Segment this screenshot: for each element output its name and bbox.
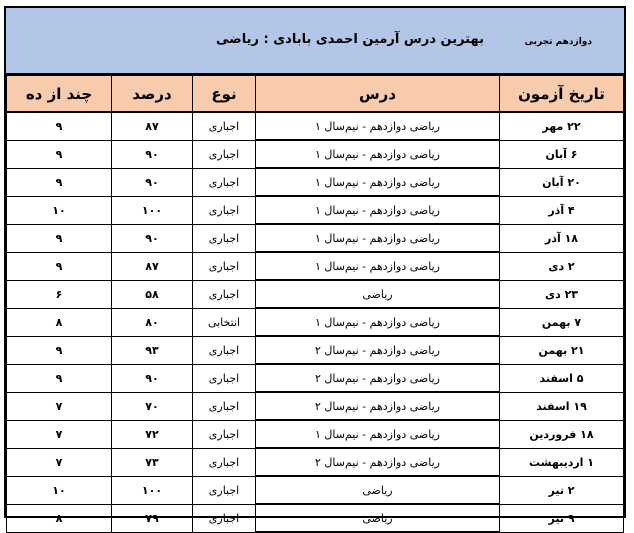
percent-cell: ۹۰ [112,140,193,168]
type-cell: اجباری [193,392,256,420]
type-cell: انتخابی [193,308,256,336]
table-row [7,168,624,196]
course-cell: ریاضی دوازدهم - نیم‌سال ۱ [256,196,500,224]
score-cell: ۸ [7,308,112,336]
table-row [7,280,624,308]
percent-cell: ۷۳ [112,448,193,476]
course-cell: ریاضی [256,476,500,504]
course-cell: ریاضی دوازدهم - نیم‌سال ۱ [256,112,500,140]
header-score: چند از ده [7,76,112,113]
score-cell: ۷ [7,448,112,476]
grade-label: دوازدهم تجربی [524,37,592,47]
date-cell: ۷ بهمن [500,308,624,336]
date-cell: ۲۰ آبان [500,168,624,196]
percent-cell: ۸۰ [112,308,193,336]
percent-cell: ۹۰ [112,224,193,252]
percent-cell: ۸۷ [112,112,193,140]
type-cell: اجباری [193,336,256,364]
date-cell: ۶ آبان [500,140,624,168]
table-row [7,420,624,448]
type-cell: اجباری [193,476,256,504]
header-row [7,76,624,113]
header-course: درس [256,76,500,113]
score-cell: ۱۰ [7,196,112,224]
type-cell: اجباری [193,504,256,532]
date-cell: ۵ اسفند [500,364,624,392]
score-cell: ۹ [7,336,112,364]
type-cell: اجباری [193,364,256,392]
header-type: نوع [193,76,256,113]
score-cell: ۷ [7,392,112,420]
type-cell: اجباری [193,420,256,448]
course-cell: ریاضی دوازدهم - نیم‌سال ۱ [256,252,500,280]
percent-cell: ۱۰۰ [112,196,193,224]
percent-cell: ۹۰ [112,364,193,392]
course-cell: ریاضی [256,504,500,532]
sheet-title: بهترین درس آرمین احمدی بابادی : ریاضی [216,32,484,47]
date-cell: ۱۸ فروردین [500,420,624,448]
results-table [6,75,624,533]
date-cell: ۱۹ اسفند [500,392,624,420]
score-cell: ۸ [7,504,112,532]
type-cell: اجباری [193,168,256,196]
type-cell: اجباری [193,252,256,280]
percent-cell: ۹۰ [112,168,193,196]
table-row [7,364,624,392]
score-cell: ۹ [7,224,112,252]
table-row [7,252,624,280]
score-cell: ۹ [7,252,112,280]
table-row [7,476,624,504]
type-cell: اجباری [193,196,256,224]
score-cell: ۹ [7,168,112,196]
date-cell: ۲ دی [500,252,624,280]
percent-cell: ۱۰۰ [112,476,193,504]
date-cell: ۱ اردیبهشت [500,448,624,476]
course-cell: ریاضی دوازدهم - نیم‌سال ۲ [256,392,500,420]
percent-cell: ۹۳ [112,336,193,364]
table-row [7,308,624,336]
type-cell: اجباری [193,448,256,476]
course-cell: ریاضی دوازدهم - نیم‌سال ۱ [256,168,500,196]
table-row [7,392,624,420]
score-cell: ۹ [7,140,112,168]
course-cell: ریاضی دوازدهم - نیم‌سال ۲ [256,336,500,364]
date-cell: ۱۸ آذر [500,224,624,252]
course-cell: ریاضی دوازدهم - نیم‌سال ۱ [256,140,500,168]
type-cell: اجباری [193,112,256,140]
course-cell: ریاضی دوازدهم - نیم‌سال ۱ [256,308,500,336]
results-sheet [4,6,626,525]
percent-cell: ۷۹ [112,504,193,532]
header-percent: درصد [112,76,193,113]
table-row [7,224,624,252]
score-cell: ۶ [7,280,112,308]
header-date: تاریخ آزمون [500,76,624,113]
course-cell: ریاضی [256,280,500,308]
table-row [7,504,624,532]
date-cell: ۴ آذر [500,196,624,224]
table-row [7,112,624,140]
table-row [7,140,624,168]
date-cell: ۲۳ دی [500,280,624,308]
percent-cell: ۸۷ [112,252,193,280]
course-cell: ریاضی دوازدهم - نیم‌سال ۲ [256,364,500,392]
date-cell: ۹ تیر [500,504,624,532]
percent-cell: ۷۰ [112,392,193,420]
course-cell: ریاضی دوازدهم - نیم‌سال ۱ [256,420,500,448]
type-cell: اجباری [193,224,256,252]
table-row [7,336,624,364]
table-row [7,196,624,224]
percent-cell: ۷۲ [112,420,193,448]
date-cell: ۲۲ مهر [500,112,624,140]
type-cell: اجباری [193,280,256,308]
score-cell: ۷ [7,420,112,448]
type-cell: اجباری [193,140,256,168]
course-cell: ریاضی دوازدهم - نیم‌سال ۱ [256,224,500,252]
date-cell: ۲۱ بهمن [500,336,624,364]
score-cell: ۱۰ [7,476,112,504]
course-cell: ریاضی دوازدهم - نیم‌سال ۲ [256,448,500,476]
percent-cell: ۵۸ [112,280,193,308]
score-cell: ۹ [7,364,112,392]
date-cell: ۲ تیر [500,476,624,504]
table-row [7,448,624,476]
score-cell: ۹ [7,112,112,140]
title-banner [6,8,624,75]
